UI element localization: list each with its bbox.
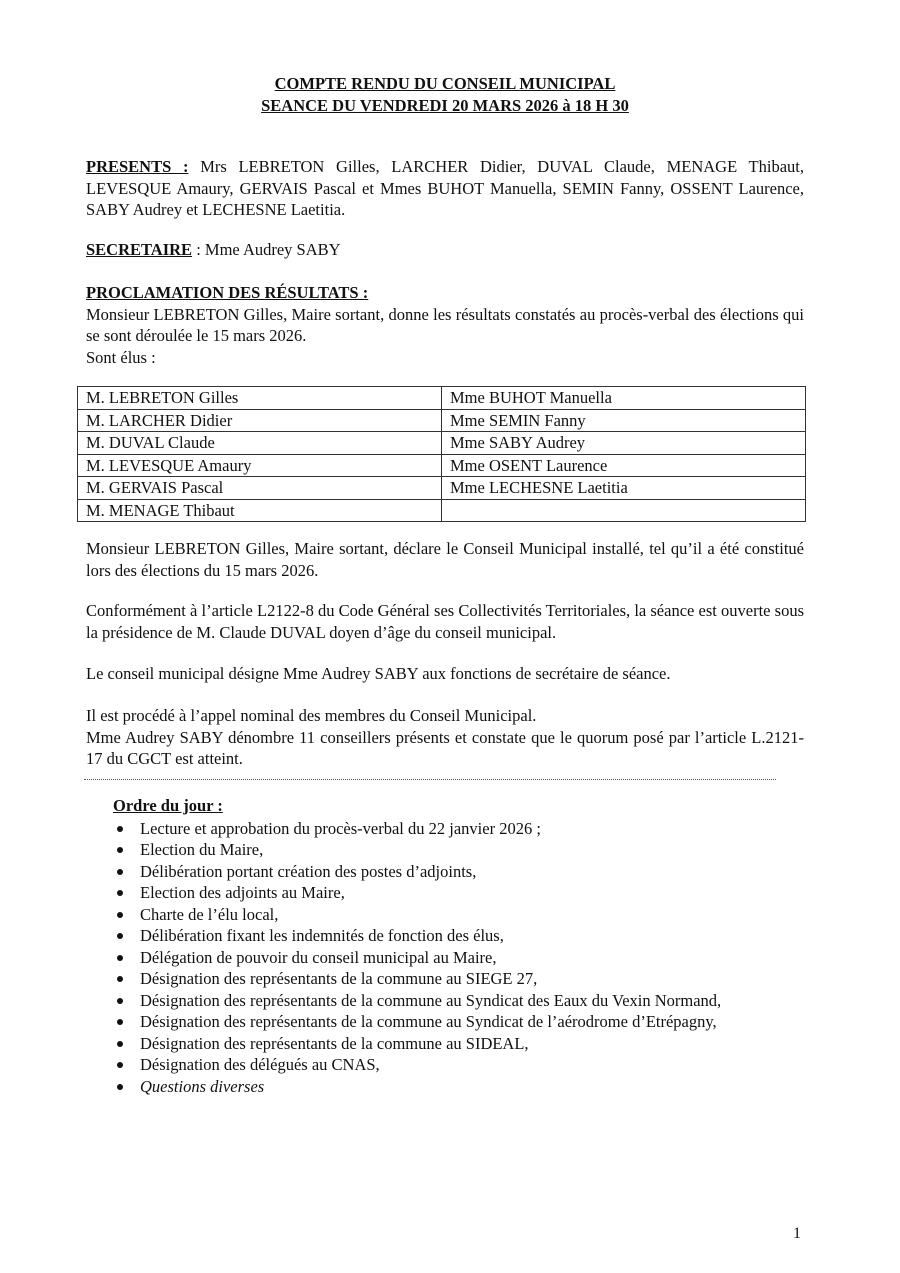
list-item: Désignation des représentants de la commune au Syndicat de l’aérodrome d’Etrépagny,: [113, 1011, 803, 1033]
secretary-designation-paragraph: Le conseil municipal désigne Mme Audrey SABY aux fonctions de secrétaire de séance.: [86, 664, 671, 683]
table-cell: Mme SEMIN Fanny: [442, 409, 806, 432]
table-cell: Mme OSENT Laurence: [442, 454, 806, 477]
secretaire-paragraph: [86, 239, 804, 261]
header-subtitle: SEANCE DU VENDREDI 20 MARS 2026 à 18 H 30: [261, 95, 629, 115]
presents-text: Mrs LEBRETON Gilles, LARCHER Didier, DUVAL Claude, MENAGE Thibaut, LEVESQUE Amaury, GERVAIS Pascal et Mmes BUHOT Manuella, SEMIN Fanny, OSSENT Laurence, SABY Audrey et LECHESNE Laetitia.: [86, 157, 804, 219]
agenda-section: [113, 795, 803, 1097]
bullet-icon: [117, 998, 123, 1004]
header-title: COMPTE RENDU DU CONSEIL MUNICIPAL: [274, 74, 616, 93]
quorum-paragraph: Mme Audrey SABY dénombre 11 conseillers présents et constate que le quorum posé par l’article L.2121-17 du CGCT est atteint.: [86, 727, 804, 768]
agenda-list: [113, 818, 803, 1098]
table-cell: M. MENAGE Thibaut: [78, 499, 442, 522]
presents-paragraph: [86, 156, 804, 221]
table-cell: M. DUVAL Claude: [78, 432, 442, 455]
table-cell: Mme BUHOT Manuella: [442, 387, 806, 410]
table-cell: [442, 499, 806, 522]
proclamation-label: PROCLAMATION DES RÉSULTATS :: [86, 283, 369, 302]
secretaire-text: : Mme Audrey SABY: [192, 240, 341, 259]
bullet-icon: [117, 1041, 123, 1047]
list-item: Questions diverses: [113, 1076, 803, 1098]
bullet-icon: [117, 955, 123, 961]
list-item: Délégation de pouvoir du conseil municipal au Maire,: [113, 947, 803, 969]
secretaire-label: SECRETAIRE: [86, 240, 193, 259]
list-item: Désignation des représentants de la commune au SIEGE 27,: [113, 968, 803, 990]
list-item: Délibération fixant les indemnités de fonction des élus,: [113, 925, 803, 947]
list-item: Délibération portant création des postes d’adjoints,: [113, 861, 803, 883]
table-row: [78, 387, 806, 410]
sont-elus-label: Sont élus :: [86, 347, 156, 367]
table-row: [78, 409, 806, 432]
table-row: [78, 454, 806, 477]
list-item: Désignation des représentants de la commune au SIDEAL,: [113, 1033, 803, 1055]
bullet-icon: [117, 826, 123, 832]
list-item: Lecture et approbation du procès-verbal du 22 janvier 2026 ;: [113, 818, 803, 840]
bullet-icon: [117, 847, 123, 853]
proclamation-paragraph: [86, 282, 804, 304]
table-cell: M. LEBRETON Gilles: [78, 387, 442, 410]
proclamation-section: [86, 282, 804, 368]
page-number: 1: [793, 1225, 801, 1242]
table-cell: Mme SABY Audrey: [442, 432, 806, 455]
presents-label: PRESENTS :: [86, 157, 189, 176]
list-item: Désignation des représentants de la commune au Syndicat des Eaux du Vexin Normand,: [113, 990, 803, 1012]
bullet-icon: [117, 976, 123, 982]
roll-call-section: [86, 705, 804, 770]
table-cell: M. GERVAIS Pascal: [78, 477, 442, 500]
proclamation-text: Monsieur LEBRETON Gilles, Maire sortant, donne les résultats constatés au procès-verbal des élections qui se sont déroulée le 15 mars 2026.: [86, 304, 804, 345]
bullet-icon: [117, 912, 123, 918]
elected-members-table: [77, 386, 806, 522]
list-item: Désignation des délégués au CNAS,: [113, 1054, 803, 1076]
table-row: [78, 432, 806, 455]
table-cell: M. LARCHER Didier: [78, 409, 442, 432]
table-row: [78, 477, 806, 500]
bullet-icon: [117, 933, 123, 939]
installation-paragraph: Monsieur LEBRETON Gilles, Maire sortant, déclare le Conseil Municipal installé, tel qu’il a été constitué lors des élections du 15 mars 2026.: [86, 539, 804, 580]
table-cell: Mme LECHESNE Laetitia: [442, 477, 806, 500]
list-item: Charte de l’élu local,: [113, 904, 803, 926]
dotted-divider: [84, 779, 776, 780]
bullet-icon: [117, 890, 123, 896]
document-header: [86, 73, 804, 116]
bullet-icon: [117, 1062, 123, 1068]
roll-call-paragraph: Il est procédé à l’appel nominal des membres du Conseil Municipal.: [86, 706, 537, 725]
table-cell: M. LEVESQUE Amaury: [78, 454, 442, 477]
table-row: [78, 499, 806, 522]
bullet-icon: [117, 869, 123, 875]
list-item: Election des adjoints au Maire,: [113, 882, 803, 904]
article-paragraph: Conformément à l’article L2122-8 du Code Général ses Collectivités Territoriales, la séance est ouverte sous la présidence de M. Claude DUVAL doyen d’âge du conseil municipal.: [86, 601, 804, 642]
list-item: Election du Maire,: [113, 839, 803, 861]
bullet-icon: [117, 1084, 123, 1090]
agenda-title: Ordre du jour :: [113, 796, 223, 815]
bullet-icon: [117, 1019, 123, 1025]
